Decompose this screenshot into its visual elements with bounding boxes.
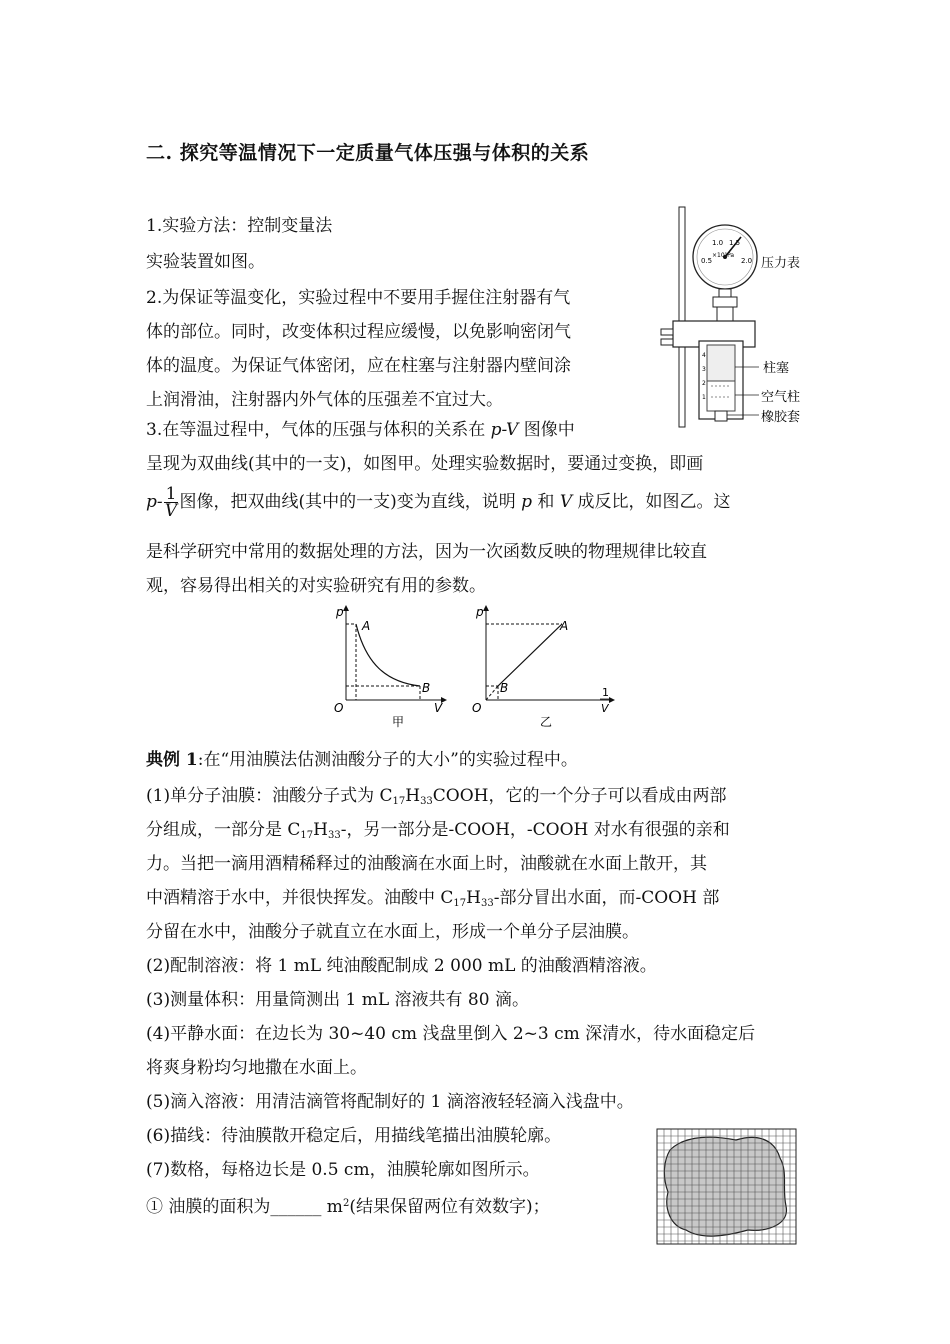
- plunger-label: 柱塞: [763, 361, 790, 376]
- example-s6: (6)描线：待油膜散开稳定后，用描线笔描出油膜轮廓。: [146, 1126, 562, 1146]
- method-line: 1.实验方法：控制变量法: [146, 216, 333, 236]
- yi-point-b: B: [500, 681, 509, 695]
- yi-y-label: p: [476, 605, 484, 619]
- gauge-tick-3: 0.5: [701, 257, 713, 265]
- example-s1-line-3: 力。当把一滴用酒精稀释过的油酸滴在水面上时，油酸就在水面上散开，其: [146, 854, 707, 874]
- yi-caption: 乙: [540, 715, 553, 728]
- p3-line-5: 观，容易得出相关的对实验研究有用的参数。: [146, 576, 486, 596]
- jia-y-label: p: [336, 605, 344, 619]
- gauge-tick-2: 1.5: [729, 239, 741, 247]
- yi-x-numerator: 1: [602, 686, 609, 699]
- gauge-tick-1: 1.0: [712, 239, 724, 247]
- scale-mark-1: 1: [702, 394, 706, 401]
- question-1: ① 油膜的面积为______ $m^2$(结果保留两位有效数字)；: [146, 1197, 550, 1217]
- section-title: 二. 探究等温情况下一定质量气体压强与体积的关系: [146, 142, 590, 164]
- scale-mark-2: 2: [702, 380, 706, 387]
- jia-point-b: B: [422, 681, 431, 695]
- p2-line-1: 2.为保证等温变化，实验过程中不要用手握住注射器有气: [146, 288, 571, 308]
- example-s1-line-4: 中酒精溶于水中，并很快挥发。油酸中 $C_{17}H_{33}-$部分冒出水面，而-COOH 部: [146, 888, 720, 909]
- p3-line-3: p- $\frac{1}{V}$ 图像，把双曲线(其中的一支)变为直线，说明 p 和 V 成反比，如图乙。这: [146, 484, 731, 521]
- p3-line-1: 3.在等温过程中，气体的压强与体积的关系在 p-V 图像中: [146, 420, 575, 440]
- example-s4-line-1: (4)平静水面：在边长为 30~40 cm 浅盘里倒入 2~3 cm 深清水，待水面稳定后: [146, 1024, 756, 1044]
- scale-mark-4: 4: [702, 352, 706, 359]
- air-column-label: 空气柱: [761, 390, 801, 405]
- example-intro: 典例 1:在“用油膜法估测油酸分子的大小”的实验过程中。: [146, 750, 578, 770]
- p2-line-3: 体的温度。为保证气体密闭，应在柱塞与注射器内壁间涂: [146, 356, 571, 376]
- jia-caption: 甲: [392, 715, 405, 728]
- jia-point-a: A: [362, 619, 371, 633]
- example-s1-line-1: (1)单分子油膜：油酸分子式为 $C_{17}H_{33}COOH$，它的一个分子可以看成由两部: [146, 786, 727, 807]
- jia-origin: O: [334, 701, 344, 715]
- p3-line-4: 是科学研究中常用的数据处理的方法，因为一次函数反映的物理规律比较直: [146, 542, 707, 562]
- device-line: 实验装置如图。: [146, 252, 265, 272]
- yi-point-a: A: [560, 619, 569, 633]
- example-s1-line-2: 分组成，一部分是 $C_{17}H_{33}-$，另一部分是-COOH，-COOH 对水有很强的亲和: [146, 820, 730, 841]
- p2-line-4: 上润滑油，注射器内外气体的压强差不宜过大。: [146, 390, 503, 410]
- example-s7: (7)数格，每格边长是 0.5 cm，油膜轮廓如图所示。: [146, 1160, 540, 1180]
- jia-x-label: V: [434, 701, 443, 715]
- oil-film-outline: [664, 1137, 786, 1236]
- gauge-unit: ×10⁵Pa: [712, 252, 735, 259]
- example-s4-line-2: 将爽身粉均匀地撒在水面上。: [146, 1058, 367, 1078]
- example-s5: (5)滴入溶液：用清洁滴管将配制好的 1 滴溶液轻轻滴入浅盘中。: [146, 1092, 634, 1112]
- oil-film-grid: [656, 1128, 798, 1246]
- p2-line-2: 体的部位。同时，改变体积过程应缓慢，以免影响密闭气: [146, 322, 571, 342]
- scale-mark-3: 3: [702, 366, 706, 373]
- example-s3: (3)测量体积：用量筒测出 1 mL 溶液共有 80 滴。: [146, 990, 529, 1010]
- example-s1-line-5: 分留在水中，油酸分子就直立在水面上，形成一个单分子层油膜。: [146, 922, 639, 942]
- graph-jia: [326, 602, 456, 728]
- rubber-sleeve-label: 橡胶套: [761, 410, 801, 425]
- graph-yi: [466, 602, 626, 728]
- gauge-label: 压力表: [761, 256, 801, 271]
- apparatus-figure: [655, 205, 815, 433]
- yi-x-denominator: V: [601, 702, 609, 715]
- gauge-tick-4: 2.0: [741, 257, 753, 265]
- p3-line-2: 呈现为双曲线(其中的一支)，如图甲。处理实验数据时，要通过变换，即画: [146, 454, 704, 474]
- example-s2: (2)配制溶液：将 1 mL 纯油酸配制成 2 000 mL 的油酸酒精溶液。: [146, 956, 657, 976]
- yi-origin: O: [472, 701, 482, 715]
- fraction-1-over-v: $\frac{1}{V}$: [164, 484, 178, 521]
